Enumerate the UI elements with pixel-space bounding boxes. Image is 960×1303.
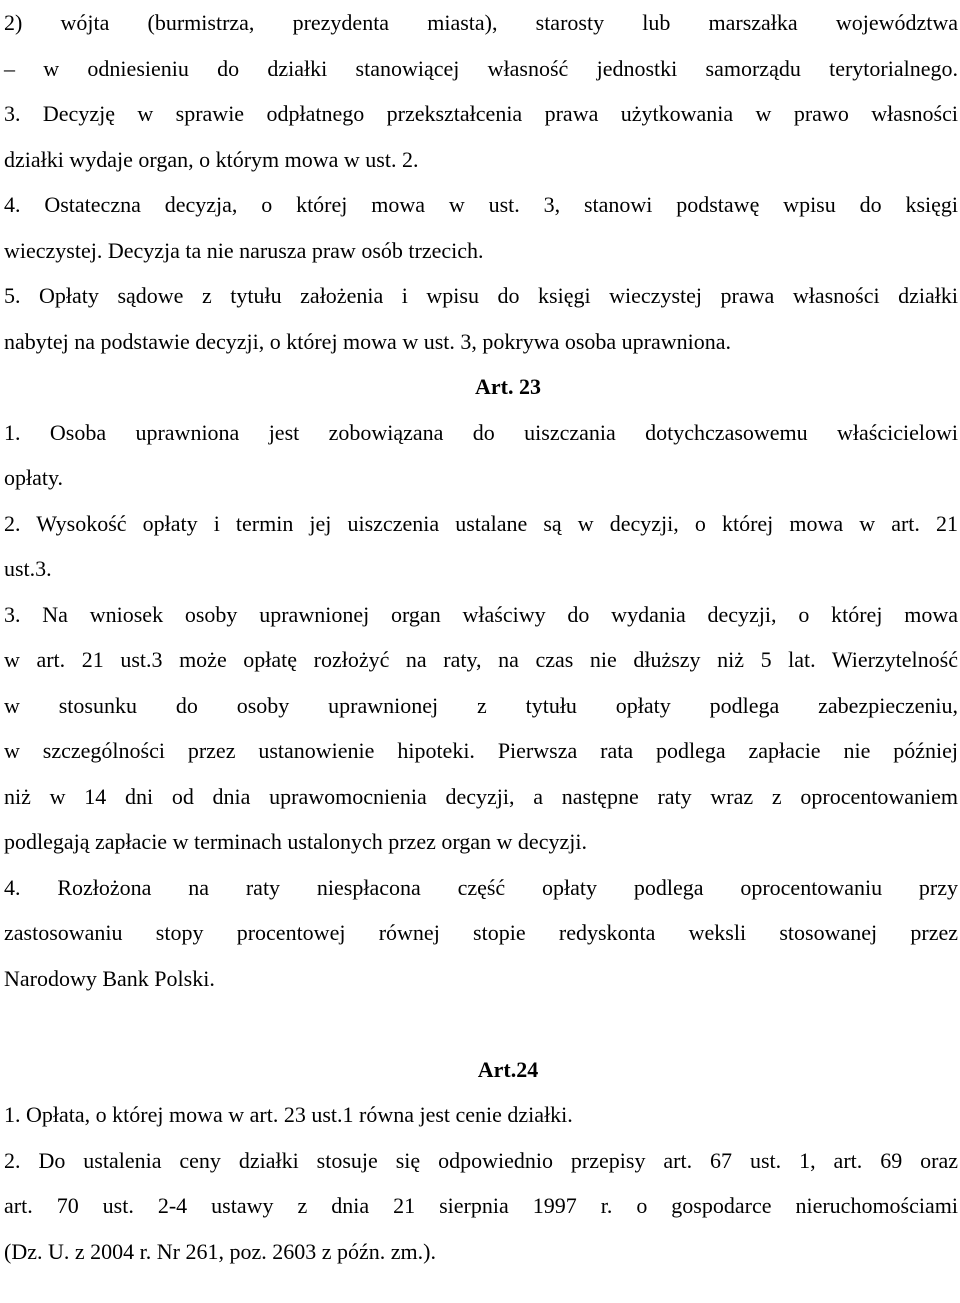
text-line-16: w stosunku do osoby uprawnionej z tytułu opłaty podlega zabezpieczeniu, bbox=[4, 692, 958, 718]
text-line-18: niż w 14 dni od dnia uprawomocnienia decyzji, a następne raty wraz z oprocentowaniem bbox=[4, 783, 958, 809]
text-line-15: w art. 21 ust.3 może opłatę rozłożyć na raty, na czas nie dłuższy niż 5 lat. Wierzytelność bbox=[4, 647, 958, 672]
text-line-4: działki wydaje organ, o którym mowa w ust. 2. bbox=[4, 146, 419, 172]
text-line-20: 4. Rozłożona na raty niespłacona część opłaty podlega oprocentowaniu przy bbox=[4, 874, 958, 900]
article-heading-23: Art. 23 bbox=[475, 374, 541, 399]
text-line-13: ust.3. bbox=[4, 556, 52, 581]
text-line-1: 2) wójta (burmistrza, prezydenta miasta), starosty lub marszałka województwa bbox=[4, 10, 958, 35]
text-line-8: nabytej na podstawie decyzji, o której mowa w ust. 3, pokrywa osoba uprawniona. bbox=[4, 328, 732, 354]
text-line-25: 2. Do ustalenia ceny działki stosuje się odpowiednio przepisy art. 67 ust. 1, art. 69 oraz bbox=[4, 1147, 958, 1173]
text-line-19: podlegają zapłacie w terminach ustalonych przez organ w decyzji. bbox=[4, 829, 587, 854]
text-line-3: 3. Decyzję w sprawie odpłatnego przekształcenia prawa użytkowania w prawo własności bbox=[4, 101, 958, 126]
text-line-2: – w odniesieniu do działki stanowiącej własność jednostki samorządu terytorialnego. bbox=[4, 55, 958, 81]
text-line-24: 1. Opłata, o której mowa w art. 23 ust.1 równa jest cenie działki. bbox=[4, 1102, 573, 1127]
article-heading-24: Art.24 bbox=[477, 1056, 539, 1082]
document-page bbox=[4, 0, 958, 1274]
spacer bbox=[4, 1001, 958, 1047]
text-line-17: w szczególności przez ustanowienie hipoteki. Pierwsza rata podlega zapłacie nie później bbox=[4, 738, 958, 763]
text-line-12: 2. Wysokość opłaty i termin jej uiszczenia ustalane są w decyzji, o której mowa w art. 21 bbox=[4, 510, 958, 536]
text-line-26: art. 70 ust. 2-4 ustawy z dnia 21 sierpnia 1997 r. o gospodarce nieruchomościami bbox=[4, 1193, 958, 1218]
text-line-14: 3. Na wniosek osoby uprawnionej organ właściwy do wydania decyzji, o której mowa bbox=[4, 601, 958, 627]
text-line-10: 1. Osoba uprawniona jest zobowiązana do uiszczania dotychczasowemu właścicielowi bbox=[4, 419, 958, 445]
text-line-11: opłaty. bbox=[4, 465, 64, 490]
text-line-27: (Dz. U. z 2004 r. Nr 261, poz. 2603 z późn. zm.). bbox=[4, 1238, 436, 1264]
text-line-21: zastosowaniu stopy procentowej równej stopie redyskonta weksli stosowanej przez bbox=[4, 920, 958, 945]
text-line-6: wieczystej. Decyzja ta nie narusza praw osób trzecich. bbox=[4, 237, 484, 263]
text-line-22: Narodowy Bank Polski. bbox=[4, 965, 215, 991]
text-line-5: 4. Ostateczna decyzja, o której mowa w ust. 3, stanowi podstawę wpisu do księgi bbox=[4, 192, 958, 217]
text-line-7: 5. Opłaty sądowe z tytułu założenia i wpisu do księgi wieczystej prawa własności działki bbox=[4, 283, 958, 308]
